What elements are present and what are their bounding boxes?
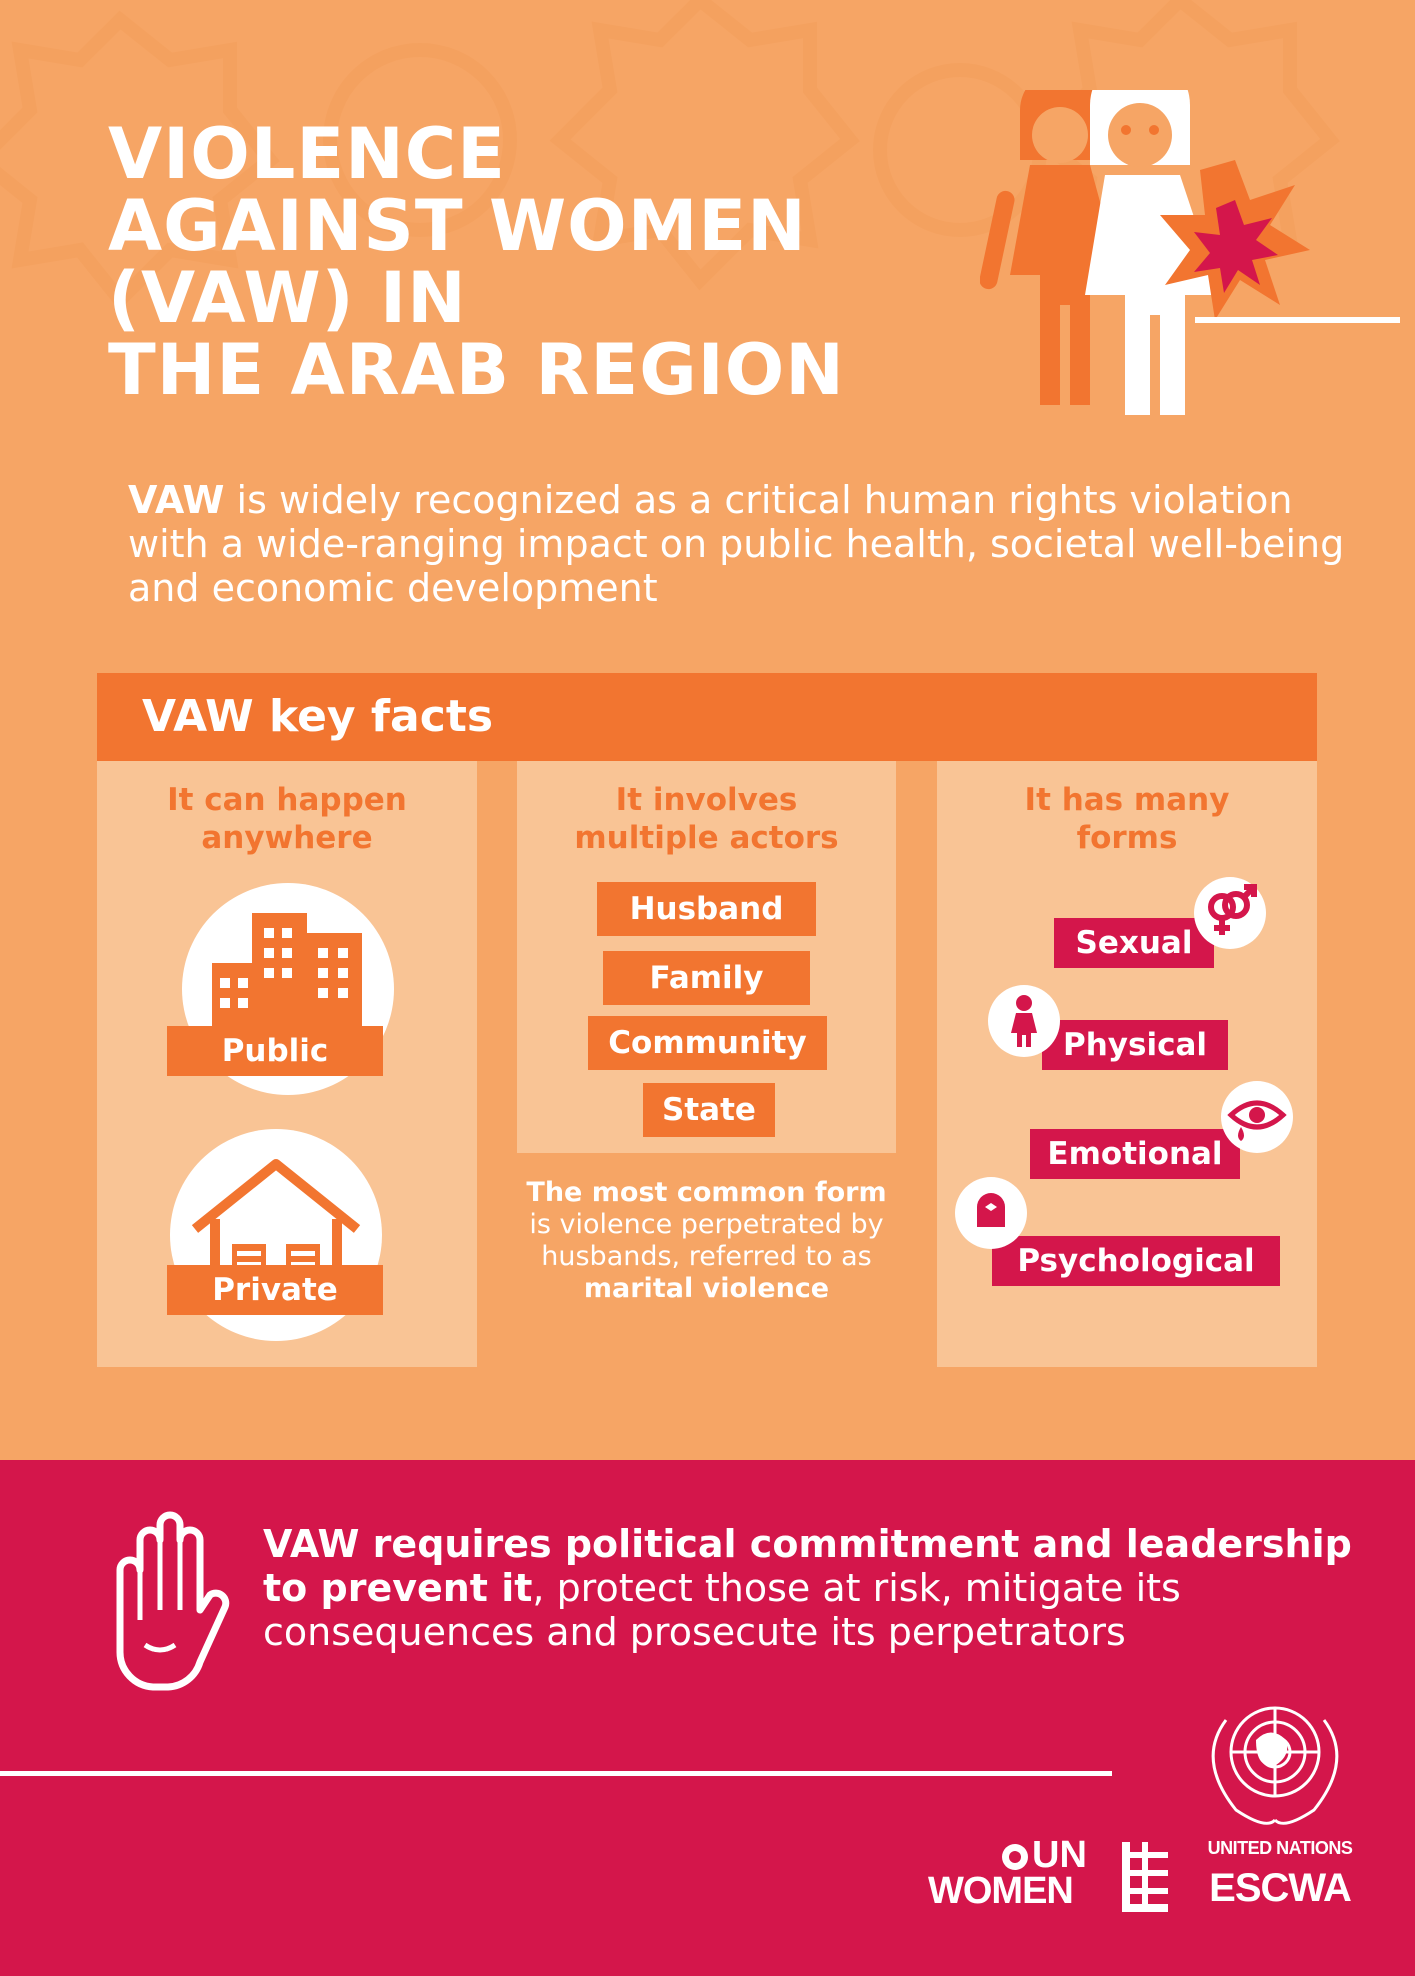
stop-hand-icon (100, 1510, 230, 1700)
un-women-emblem-icon (1000, 1842, 1030, 1872)
un-women-text-2: WOMEN (928, 1870, 1073, 1912)
un-women-text-1: UN (1032, 1834, 1087, 1876)
common-bold: The most common form (526, 1177, 887, 1208)
commitment-rest: , protect those at risk, mitigate its consequences and prosecute its perpetrators (263, 1566, 1181, 1654)
un-women-symbol-icon (1122, 1842, 1168, 1912)
form-sexual: Sexual (1054, 918, 1214, 968)
un-women-logo (928, 1834, 1178, 1914)
gender-symbols-icon (1194, 877, 1266, 949)
most-common-note (517, 1153, 896, 1367)
intro-text (128, 478, 1368, 610)
actor-husband: Husband (597, 882, 816, 936)
women-violence-illustration (980, 90, 1400, 420)
actors-column (517, 761, 896, 1367)
public-label: Public (167, 1026, 383, 1076)
title-line-3: (VAW) IN (108, 257, 467, 339)
form-psychological: Psychological (992, 1236, 1280, 1286)
head-icon (955, 1177, 1027, 1249)
title-line-1: VIOLENCE (108, 113, 506, 195)
united-nations-text: UNITED NATIONS (1207, 1838, 1353, 1858)
key-facts-title: VAW key facts (142, 691, 494, 742)
crying-eye-icon (1221, 1081, 1293, 1153)
common-bold-2: marital violence (583, 1273, 830, 1304)
commitment-text (263, 1522, 1363, 1654)
title-line-4: THE ARAB REGION (108, 329, 845, 411)
intro-rest: is widely recognized as a critical human rights violation with a wide-ranging impact on public health, societal well-being and economic development (128, 478, 1345, 610)
un-emblem-icon (1196, 1690, 1354, 1826)
actor-community: Community (588, 1016, 827, 1070)
page-title (108, 113, 908, 411)
title-line-2: AGAINST WOMEN (108, 185, 807, 267)
actor-family: Family (603, 951, 810, 1005)
key-facts-header (97, 673, 1317, 761)
forms-title: It has many forms (1024, 782, 1230, 856)
private-label: Private (167, 1265, 383, 1315)
actors-title: It involves multiple actors (574, 782, 839, 856)
intro-bold: VAW (128, 478, 225, 522)
divider (0, 1771, 1112, 1776)
form-emotional: Emotional (1030, 1129, 1240, 1179)
form-physical: Physical (1042, 1020, 1228, 1070)
actor-state: State (643, 1083, 775, 1137)
anywhere-title: It can happen anywhere (167, 782, 407, 856)
forms-column (937, 761, 1317, 1367)
escwa-text: ESCWA (1209, 1866, 1351, 1910)
anywhere-column (97, 761, 477, 1367)
person-icon (988, 985, 1060, 1057)
commitment-bold: VAW requires political commitment and leadership to prevent it (263, 1522, 1352, 1610)
common-mid: is violence perpetrated by husbands, referred to as (529, 1209, 884, 1272)
